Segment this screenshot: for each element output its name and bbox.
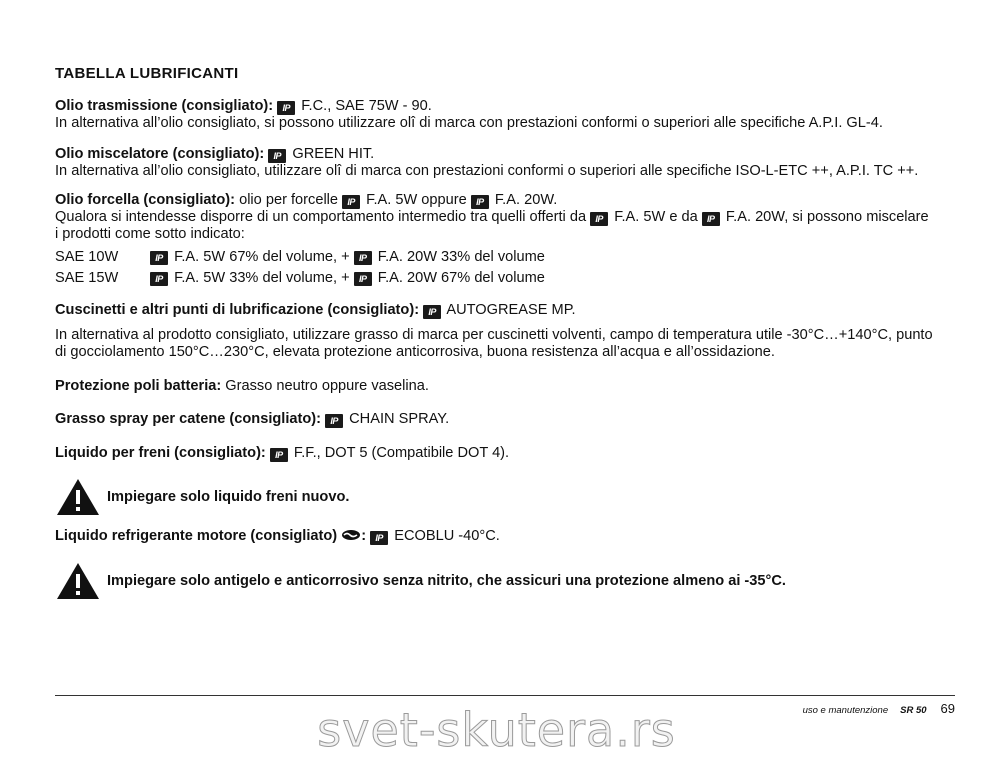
- transmission-oil-label: Olio trasmissione (consigliato):: [55, 98, 274, 114]
- warning-brake-fluid-text: Impiegare solo liquido freni nuovo.: [107, 489, 350, 505]
- footer-divider: [55, 695, 955, 696]
- brand-logo-icon: IP: [702, 212, 720, 226]
- bearings-note-2: di gocciolamento 150°C…230°C, elevata protezione anticorrosiva, buona resistenza all’acqua e all’ossidazione.: [55, 344, 775, 360]
- fork-oil-note-line2: i prodotti come sotto indicato:: [55, 226, 245, 242]
- sae-row-part1: F.A. 5W 33% del volume, +: [174, 270, 350, 286]
- mixer-oil-note: In alternativa all’olio consigliato, utilizzare olî di marca con prestazioni conformi o superiori alle specifiche ISO-L-ETC ++, A.P.I. TC ++.: [55, 163, 919, 179]
- bearings-note-1: In alternativa al prodotto consigliato, utilizzare grasso di marca per cuscinetti volventi, campo di temperatura utile -30°C…+140°C, punto: [55, 327, 933, 343]
- mixer-oil-value: GREEN HIT.: [292, 146, 375, 162]
- sae-row: [55, 270, 960, 287]
- brand-logo-icon: IP: [471, 195, 489, 209]
- brand-logo-icon: IP: [150, 272, 168, 286]
- fork-oil-label: Olio forcella (consigliato):: [55, 192, 236, 208]
- page-number: 69: [940, 701, 955, 716]
- brake-fluid-section: [55, 445, 960, 462]
- sae-row-part2: F.A. 20W 33% del volume: [377, 249, 545, 265]
- battery-label: Protezione poli batteria:: [55, 378, 222, 394]
- brake-fluid-value: F.F., DOT 5 (Compatibile DOT 4).: [293, 445, 510, 461]
- brand-logo-icon: IP: [268, 149, 286, 163]
- mixer-oil-section: [55, 146, 960, 180]
- fork-oil-note-b: F.A. 5W e da: [614, 209, 698, 225]
- chain-spray-value: CHAIN SPRAY.: [349, 411, 450, 427]
- bearings-value: AUTOGREASE MP.: [446, 302, 576, 318]
- brand-logo-icon: IP: [277, 101, 295, 115]
- sae-row-part2: F.A. 20W 67% del volume: [377, 270, 545, 286]
- warning-triangle-icon: [55, 477, 101, 517]
- sae-row: [55, 249, 960, 266]
- brand-logo-icon: IP: [325, 414, 343, 428]
- coolant-icon: [341, 529, 361, 541]
- footer-model: SR 50: [900, 705, 927, 716]
- brand-logo-icon: IP: [342, 195, 360, 209]
- brand-logo-icon: IP: [354, 251, 372, 265]
- watermark: svet-skutera.rs: [317, 703, 676, 757]
- warning-triangle-icon: [55, 561, 101, 601]
- transmission-oil-value: F.C., SAE 75W - 90.: [301, 98, 432, 114]
- mixer-oil-label: Olio miscelatore (consigliato):: [55, 146, 265, 162]
- warning-antifreeze: [55, 561, 786, 601]
- warning-antifreeze-text: Impiegare solo antigelo e anticorrosivo senza nitrito, che assicuri una protezione almeno ai -35°C.: [107, 573, 786, 589]
- coolant-colon: :: [361, 528, 367, 544]
- coolant-section: [55, 528, 960, 545]
- coolant-label: Liquido refrigerante motore (consigliato): [55, 528, 338, 544]
- brand-logo-icon: IP: [590, 212, 608, 226]
- chain-spray-label: Grasso spray per catene (consigliato):: [55, 411, 322, 427]
- brand-logo-icon: IP: [354, 272, 372, 286]
- brand-logo-icon: IP: [370, 531, 388, 545]
- transmission-oil-section: [55, 98, 960, 132]
- brand-logo-icon: IP: [423, 305, 441, 319]
- brand-logo-icon: IP: [270, 448, 288, 462]
- fork-oil-value-1: F.A. 5W oppure: [366, 192, 467, 208]
- coolant-value: ECOBLU -40°C.: [394, 528, 500, 544]
- fork-oil-text: olio per forcelle: [239, 192, 339, 208]
- transmission-oil-note: In alternativa all’olio consigliato, si possono utilizzare olî di marca con prestazioni conformi o superiori alle specifiche A.P.I. GL-4.: [55, 115, 883, 131]
- brake-fluid-label: Liquido per freni (consigliato):: [55, 445, 266, 461]
- warning-brake-fluid: [55, 477, 349, 517]
- fork-oil-note-c: F.A. 20W, si possono miscelare: [725, 209, 929, 225]
- bearings-section: [55, 302, 960, 361]
- battery-section: [55, 378, 960, 395]
- sae-row-label: SAE 15W: [55, 270, 119, 286]
- fork-oil-note-a: Qualora si intendesse disporre di un comportamento intermedio tra quelli offerti da: [55, 209, 587, 225]
- bearings-label: Cuscinetti e altri punti di lubrificazione (consigliato):: [55, 302, 420, 318]
- sae-row-label: SAE 10W: [55, 249, 119, 265]
- fork-oil-section: [55, 192, 960, 287]
- fork-oil-value-2: F.A. 20W.: [494, 192, 558, 208]
- sae-row-part1: F.A. 5W 67% del volume, +: [174, 249, 350, 265]
- brand-logo-icon: IP: [150, 251, 168, 265]
- footer-section: uso e manutenzione: [802, 705, 889, 716]
- battery-value: Grasso neutro oppure vaselina.: [225, 378, 429, 394]
- page-title: TABELLA LUBRIFICANTI: [55, 65, 239, 82]
- chain-spray-section: [55, 411, 960, 428]
